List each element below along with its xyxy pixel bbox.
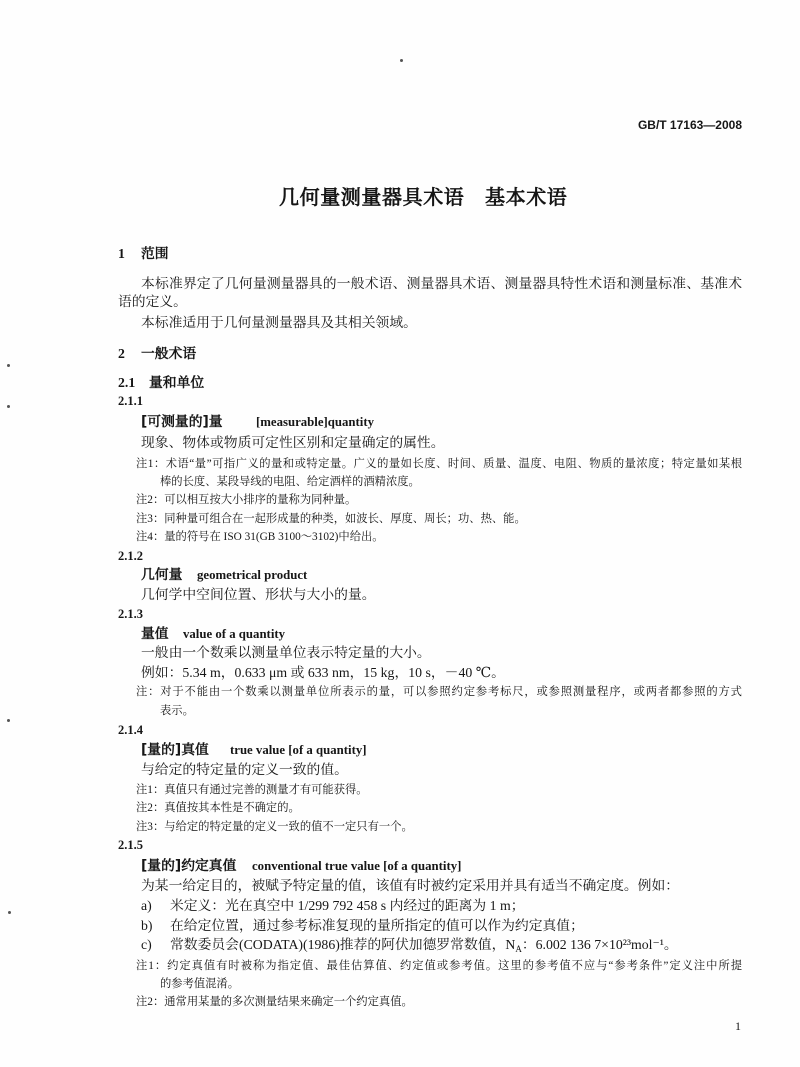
note-text: 通常用某量的多次测量结果来确定一个约定真值。 — [164, 996, 413, 1008]
paragraph-line: 本标准界定了几何量测量器具的一般术语、测量器具术语、测量器具特性术语和测量标准、基准术 — [141, 276, 742, 291]
term-english: geometrical product — [197, 568, 308, 582]
note-continuation: 表示。 — [160, 705, 194, 717]
term-line — [141, 857, 701, 875]
note-label: 注2： — [136, 996, 165, 1008]
standard-number: GB/T 17163—2008 — [637, 118, 742, 132]
section-title: 一般术语 — [141, 346, 197, 362]
subsection-title: 量和单位 — [149, 375, 205, 391]
example: 例如：5.34 m，0.633 μm 或 633 nm，15 kg，10 s，－40 ℃。 — [141, 665, 505, 680]
note-continuation: 棒的长度、某段导线的电阻、给定酒样的酒精浓度。 — [160, 476, 420, 488]
note — [136, 528, 384, 546]
list-item-text: ：6.002 136 7×10²³mol⁻¹。 — [521, 937, 678, 952]
list-marker: b) — [141, 918, 153, 933]
document-title: 几何量测量器具术语 基本术语 — [279, 185, 568, 209]
scan-speck — [400, 59, 403, 62]
note-label: 注： — [136, 686, 161, 698]
section-number: 1 — [118, 246, 125, 261]
note-text: 与给定的特定量的定义一致的值不一定只有一个。 — [164, 821, 413, 833]
note — [136, 683, 742, 701]
note — [136, 799, 300, 817]
term-english: conventional true value [of a quantity] — [252, 859, 462, 873]
note-label: 注1： — [136, 458, 166, 470]
entry-number: 2.1.5 — [118, 838, 143, 852]
scan-speck — [7, 405, 10, 408]
list-item-text: 在给定位置，通过参考标准复现的量所指定的值可以作为约定真值； — [170, 918, 584, 933]
definition: 现象、物体或物质可定性区别和定量确定的属性。 — [141, 435, 445, 450]
term-english: value of a quantity — [183, 627, 286, 641]
paragraph-line: 语的定义。 — [118, 294, 187, 309]
note-text: 真值按其本性是不确定的。 — [164, 802, 300, 814]
list-item-text: 常数委员会(CODATA)(1986)推荐的阿伏加德罗常数值，N — [170, 937, 516, 952]
entry-number: 2.1.1 — [118, 394, 143, 408]
list-marker: c) — [141, 937, 152, 952]
list-marker: a) — [141, 898, 152, 913]
note-text: 量的符号在 ISO 31(GB 3100～3102)中给出。 — [164, 531, 384, 543]
note — [136, 781, 368, 799]
note-text: 对于不能由一个数乘以测量单位所表示的量，可以参照约定参考标尺，或参照测量程序，或两者都参照的方式 — [160, 686, 742, 698]
note-text: 真值只有通过完善的测量才有可能获得。 — [164, 784, 368, 796]
definition: 与给定的特定量的定义一致的值。 — [141, 762, 348, 777]
term-chinese: [可测量的]量 — [141, 414, 223, 430]
note — [136, 455, 742, 473]
entry-number: 2.1.3 — [118, 607, 143, 621]
term-english: [measurable]quantity — [256, 415, 375, 429]
term-english: true value [of a quantity] — [230, 743, 367, 757]
definition: 为某一给定目的，被赋予特定量的值，该值有时被约定采用并具有适当不确定度。例如： — [141, 878, 680, 893]
term-line — [141, 741, 701, 759]
subscript: A — [515, 944, 522, 954]
list-item — [141, 917, 584, 935]
term-line — [141, 566, 701, 584]
entry-number: 2.1.2 — [118, 549, 143, 563]
note-text: 可以相互按大小排序的量称为同种量。 — [164, 494, 357, 506]
note — [136, 491, 356, 509]
note-label: 注3： — [136, 821, 165, 833]
term-line — [141, 413, 701, 431]
note-label: 注3： — [136, 513, 165, 525]
subsection-heading — [118, 374, 204, 392]
term-chinese: [量的]约定真值 — [141, 858, 237, 874]
scan-speck — [7, 364, 10, 367]
page-number: 1 — [735, 1019, 741, 1033]
note-label: 注4： — [136, 531, 165, 543]
note — [136, 957, 742, 975]
subsection-number: 2.1 — [118, 375, 136, 390]
list-item — [141, 936, 678, 954]
term-chinese: 量值 — [141, 626, 169, 642]
note — [136, 818, 413, 836]
term-chinese: 几何量 — [141, 567, 183, 583]
note-text: 约定真值有时被称为指定值、最佳估算值、约定值或参考值。这里的参考值不应与“参考条件”定义注中所提 — [167, 960, 742, 972]
note-text: 同种量可组合在一起形成量的种类，如波长、厚度、周长；功、热、能。 — [164, 513, 526, 525]
note-label: 注1： — [136, 784, 165, 796]
note-continuation: 的参考值混淆。 — [160, 978, 240, 990]
paragraph: 本标准适用于几何量测量器具及其相关领域。 — [141, 315, 417, 330]
list-item — [141, 897, 525, 915]
note — [136, 993, 413, 1011]
scan-speck — [8, 911, 11, 914]
note-label: 注2： — [136, 802, 165, 814]
note-text: 术语“量”可指广义的量和或特定量。广义的量如长度、时间、质量、温度、电阻、物质的量浓度；特定量如某根 — [165, 458, 742, 470]
term-line — [141, 625, 701, 643]
note — [136, 510, 526, 528]
entry-number: 2.1.4 — [118, 723, 143, 737]
note-label: 注2： — [136, 494, 165, 506]
section-heading — [118, 245, 169, 263]
section-title: 范围 — [141, 246, 169, 262]
note-label: 注1： — [136, 960, 168, 972]
section-number: 2 — [118, 346, 125, 361]
definition: 几何学中空间位置、形状与大小的量。 — [141, 587, 376, 602]
scan-speck — [7, 719, 10, 722]
section-heading — [118, 345, 196, 363]
definition: 一般由一个数乘以测量单位表示特定量的大小。 — [141, 645, 431, 660]
term-chinese: [量的]真值 — [141, 742, 209, 758]
list-item-text: 米定义：光在真空中 1/299 792 458 s 内经过的距离为 1 m； — [170, 898, 525, 913]
